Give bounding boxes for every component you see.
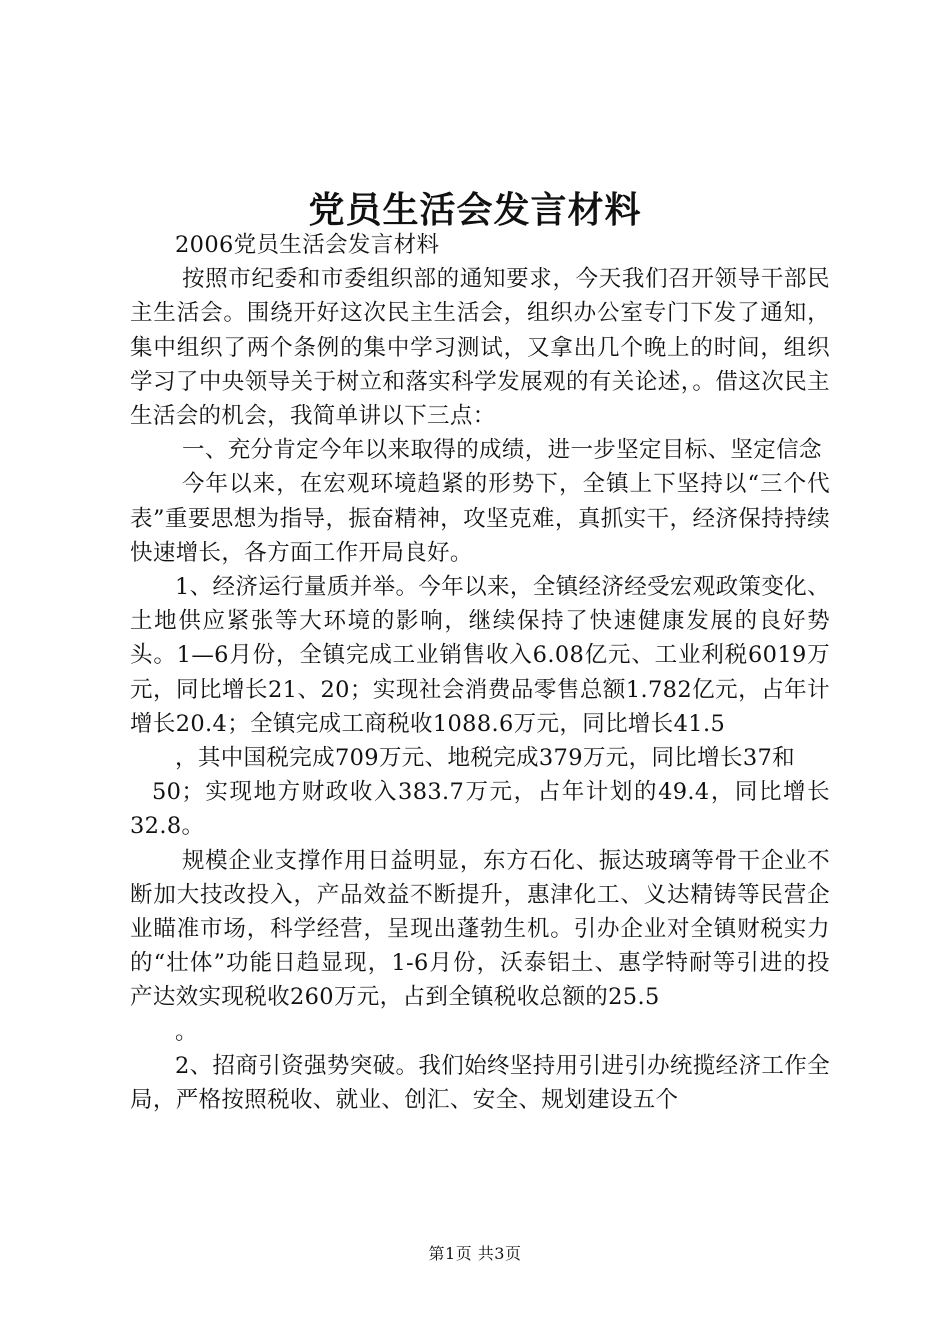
paragraph-intro: 按照市纪委和市委组织部的通知要求，今天我们召开领导干部民主生活会。围绕开好这次民主生活会，组织办公室专门下发了通知，集中组织了两个条例的集中学习测试，又拿出几个晚上的时间，组织学习了中央领导关于树立和落实科学发展观的有关论述，。借这次民主生活会的机会，我简单讲以下三点： xyxy=(130,266,830,430)
paragraph-subtitle: 2006党员生活会发言材料 xyxy=(175,232,440,258)
paragraph-economy: 1、经济运行量质并举。今年以来，全镇经济经受宏观政策变化、土地供应紧张等大环境的影响，继续保持了快速健康发展的良好势头。1—6月份，全镇完成工业销售收入6.08亿元、工业利税6019万元，同比增长21、20；实现社会消费品零售总额1.782亿元，占年计增长20.4；全镇完成工商税收1088.6万元，同比增长41.5 xyxy=(130,574,830,737)
paragraph-fragment: 。 xyxy=(175,1018,198,1045)
paragraph-investment: 2、招商引资强势突破。我们始终坚持用引进引办统揽经济工作全局，严格按照税收、就业、创汇、安全、规划建设五个 xyxy=(130,1052,830,1114)
document-title: 党员生活会发言材料 xyxy=(308,189,642,231)
paragraph-enterprises: 规模企业支撑作用日益明显，东方石化、振达玻璃等骨干企业不断加大技改投入，产品效益不断提升，惠津化工、义达精铸等民营企业瞄准市场，科学经营，呈现出蓬勃生机。引办企业对全镇财税实力的“壮体”功能日趋显现，1-6月份，沃泰铝土、惠学特耐等引进的投产达效实现税收260万元，占到全镇税收总额的25.5 xyxy=(130,847,830,1011)
page-footer: 第1页 共3页 xyxy=(428,1244,522,1263)
document-body xyxy=(130,228,830,1117)
heading-section-one: 一、充分肯定今年以来取得的成绩，进一步坚定目标、坚定信念 xyxy=(182,437,822,464)
paragraph-overview: 今年以来，在宏观环境趋紧的形势下，全镇上下坚持以“三个代表”重要思想为指导，振奋精神，攻坚克难，真抓实干，经济保持持续快速增长，各方面工作开局良好。 xyxy=(130,471,830,566)
paragraph-finance: 50；实现地方财政收入383.7万元，占年计划的49.4，同比增长32.8。 xyxy=(130,779,830,840)
paragraph-tax-detail: ，其中国税完成709万元、地税完成379万元，同比增长37和 xyxy=(175,745,796,772)
